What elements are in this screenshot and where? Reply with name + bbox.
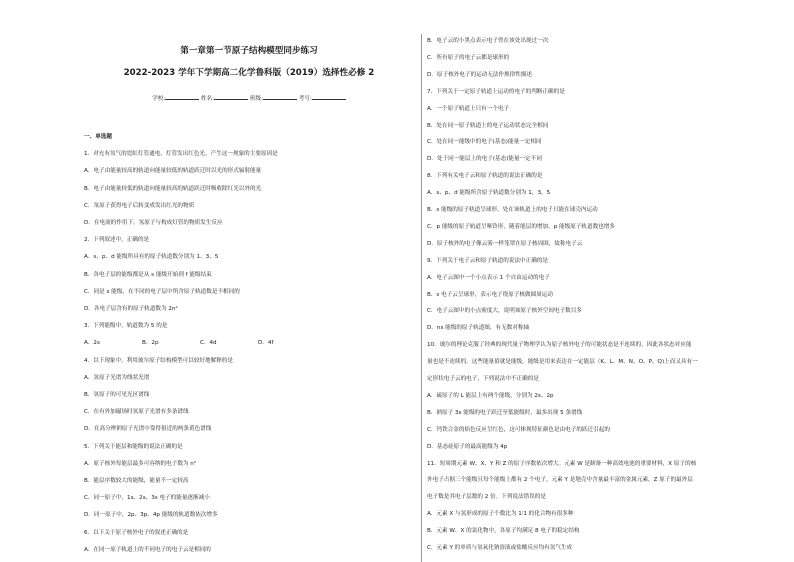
name-label: 姓名:: [201, 96, 215, 102]
text-line: D．各电子层含有的原子轨道数为 2n²: [84, 306, 178, 312]
student-info-line: [84, 94, 414, 102]
answer-option: C．4d: [200, 340, 217, 347]
text-line: 外电子占据三个能级且每个能级上都有 2 个电子，元素 Y 是地壳中含量最丰富的金属元素，Z 原子的最外层: [427, 477, 693, 484]
text-line: 9．下列关于电子云和原子轨道的说法中正确的是: [427, 257, 549, 264]
school-blank: [165, 94, 199, 100]
text-line: C．钙铁合金的焰色反应呈红色，这可体现特征颜色是由电子的跃迁引起的: [427, 426, 610, 433]
text-line: B．氢原子的可见光区谱线: [84, 392, 150, 398]
class-label: 班级:: [249, 96, 263, 102]
text-line: B．能层序数较大的能级，能量不一定较高: [84, 478, 189, 484]
text-line: B．处在同一原子轨道上的电子运动状态完全相同: [427, 122, 549, 129]
text-line: A．在同一原子轨道上的不同电子的电子云是相同的: [84, 546, 211, 553]
school-label: 学校:: [152, 96, 166, 102]
text-line: A．元素 X 与氢形成的原子个数比为 1∶1 的化合物有很多种: [427, 511, 574, 518]
text-line: A．电子由能量较高的轨道向能量较低的轨道跃迁时以光的形式辐射能量: [84, 168, 262, 175]
text-line: D．ns 能级的原子轨道图，有无数对称轴: [427, 325, 530, 332]
text-line: 量也是不连续的，这些能量值就是能级，能级是用来表达在一定能层（K、L、M、N、O、P、Q)上而又具有一: [427, 359, 698, 366]
text-line: C．同一原子中，1s、2s、3s 电子的能量逐渐减小: [84, 495, 210, 502]
answer-option: A．2s: [84, 340, 100, 347]
text-line: 定形状电子云的电子，下列说法中不正确的是: [427, 376, 539, 382]
text-line: B．电子由能量较低的轨道向能量较高的轨道跃迁时吸收除红光以外的光: [84, 185, 262, 192]
text-line: A．s、p、d 能级所含原子轨道数分别为 1，3，5: [427, 190, 551, 197]
text-line: C．在有外加磁场时氢原子光谱有多条谱线: [84, 409, 189, 416]
text-line: D．基态硅原子的最高能级为 4p: [427, 443, 508, 450]
document-title: 第一章第一节原子结构模型同步练习: [180, 46, 318, 56]
text-line: B．钠原子 3s 能级的电子跃迁至低能级时，最多出现 5 条谱线: [427, 409, 583, 416]
document-subtitle: 2022-2023 学年下学期高二化学鲁科版（2019）选择性必修 2: [123, 68, 375, 78]
text-line: B．s 电子云呈球形，表示电子绕原子核做圆周运动: [427, 291, 553, 298]
text-line: C．同是 s 能级，在不同的电子层中所含原子轨道数是不相同的: [84, 288, 240, 295]
text-line: C．处在同一能级中的电子(基态)能量一定相同: [427, 139, 542, 146]
text-line: D．在高分辨钠原子光谱中靠得很近的两条黄色谱线: [84, 426, 212, 433]
text-line: 5．下列关于能层和能级的说法正确的是: [84, 443, 183, 450]
exam-number-blank: [312, 94, 346, 100]
text-line: 1．对充有氖气的霓虹灯管通电，灯管发出红色光。产生这一现象的主要原因是: [84, 151, 278, 158]
text-line: D．处于同一能层上的电子(基态)能量一定不同: [427, 156, 542, 163]
text-line: 6．以下关于原子核外电子的叙述正确的是: [84, 529, 189, 536]
answer-options-row: [84, 340, 316, 347]
text-line: 2．下列叙述中，正确的是: [84, 237, 150, 244]
text-line: B．各电子层的能级都是从 s 能级开始到 f 能级结束: [84, 271, 212, 278]
answer-option: D．4f: [258, 340, 274, 347]
text-line: A．一个原子轨道上只有一个电子: [427, 105, 510, 112]
text-line: D．原子核外的电子像云雾一样笼罩在原子核周围，故称电子云: [427, 240, 583, 247]
text-line: C．p 能级的原子轨道呈哑铃形，随着能层的增加，p 能级原子轨道数也增多: [427, 223, 615, 230]
text-line: 8．下列有关电子云和原子轨道的说法正确的是: [427, 173, 543, 180]
text-line: D．同一原子中，2p、3p、4p 能级的轨道数依次增多: [84, 512, 218, 519]
name-blank: [214, 94, 248, 100]
class-blank: [263, 94, 297, 100]
text-line: C．元素 Y 的单质与氢氧化钠溶液或盐酸反应均有氢气生成: [427, 545, 573, 551]
text-line: C．所有原子的电子云都是球形的: [427, 54, 510, 61]
text-line: C．电子云图中的小点密度大，说明该原子核外空间电子数目多: [427, 308, 582, 315]
text-line: A．原子核外每能层最多可容纳的电子数为 n²: [84, 460, 197, 467]
text-line: A．硫原子的 L 能层上有两个能级，分别为 2s、2p: [427, 392, 554, 399]
column-divider: [421, 34, 422, 562]
section-heading: 一、单选题: [84, 134, 112, 140]
exam-number-label: 考号:: [298, 96, 312, 102]
text-line: 7．下列关于一定原子轨道上运动的电子的判断正确的是: [427, 88, 565, 95]
text-line: 3．下列能级中，轨道数为 5 的是: [84, 323, 168, 330]
text-line: B．元素 W、X 的氯化物中，各原子均满足 8 电子的稳定结构: [427, 528, 580, 535]
text-line: A．氢原子光谱为线状光谱: [84, 374, 150, 381]
text-line: B．电子云的小黑点表示电子曾在该处出现过一次: [427, 38, 549, 44]
text-line: A．电子云图中一个小点表示 1 个自由运动的电子: [427, 274, 550, 281]
text-line: D．在电流的作用下，氖原子与构成灯管的物质发生反应: [84, 220, 223, 226]
text-line: 11．短周期元素 W、X、Y 和 Z 的原子序数依次增大。元素 W 是制备一种高效电池的重要材料，X 原子的核: [427, 460, 697, 467]
text-line: 4．以下现象中，利用玻尔原子结构模型可以较好地解释的是: [84, 357, 233, 364]
text-line: A．s、p、d 能级所具有的原子轨道数分别为 1、3、5: [84, 254, 219, 261]
text-line: B．s 能级的原子轨道呈球形，处在该轨道上的电子只能在球壳内运动: [427, 207, 598, 213]
text-line: D．原子核外电子的运动无法作规律性描述: [427, 71, 532, 78]
text-line: 10．玻尔的理论克服了经典的现代量子物理学认为原子核外电子的可能状态是不连续的，因此各状态对应能: [427, 342, 692, 349]
text-line: C．氖原子获得电子后转变成发出红光的物质: [84, 202, 195, 209]
text-line: 电子数是其电子层数的 2 倍。下列说法错误的是: [427, 494, 546, 501]
answer-option: B．2p: [142, 340, 159, 347]
